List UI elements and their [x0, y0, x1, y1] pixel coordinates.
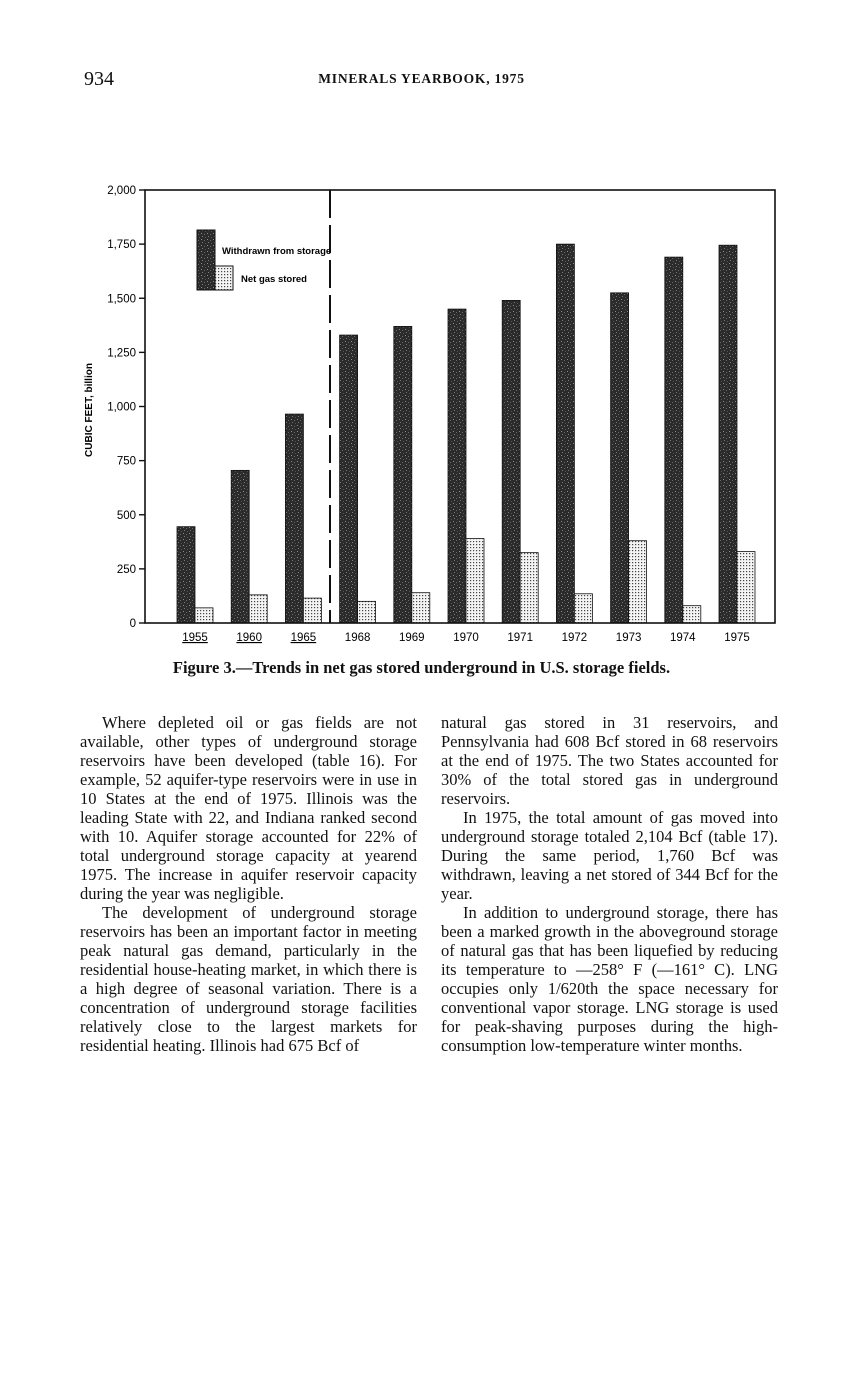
- x-tick-label-1971: 1971: [507, 632, 533, 644]
- page-number: 934: [84, 68, 114, 90]
- y-tick-label: 1,000: [107, 401, 136, 414]
- x-tick-label-1960: 1960: [236, 632, 262, 644]
- figure-caption: Figure 3.—Trends in net gas stored underground in U.S. storage fields.: [172, 658, 671, 677]
- right-column: [441, 713, 778, 1055]
- bar-withdrawn-1975: [719, 245, 737, 623]
- bar-stored-1965: [303, 598, 321, 623]
- bar-withdrawn-1972: [556, 244, 574, 623]
- right-paragraph-1: In 1975, the total amount of gas moved into underground storage totaled 2,104 Bcf (table 17). During the same period, 1,760 Bcf was withdrawn, leaving a net stored of 344 Bcf for the year.: [441, 808, 778, 903]
- bar-stored-1974: [683, 606, 701, 623]
- y-tick-label: 1,750: [107, 239, 136, 252]
- bar-withdrawn-1974: [665, 257, 683, 623]
- x-tick-label-1972: 1972: [561, 632, 588, 644]
- x-tick-label-1973: 1973: [615, 632, 642, 644]
- legend-label-stored: Net gas stored: [241, 274, 307, 285]
- bar-withdrawn-1955: [177, 527, 195, 623]
- bar-stored-1970: [466, 539, 484, 623]
- x-tick-label-1965: 1965: [290, 632, 317, 644]
- x-tick-label-1974: 1974: [670, 632, 696, 644]
- bar-withdrawn-1968: [340, 335, 358, 623]
- y-axis-label: CUBIC FEET, billion: [84, 363, 95, 457]
- x-tick-label-1955: 1955: [182, 632, 208, 644]
- bar-withdrawn-1973: [611, 293, 629, 623]
- y-tick-label: 1,250: [107, 347, 136, 360]
- x-tick-label-1970: 1970: [453, 632, 479, 644]
- bar-withdrawn-1970: [448, 309, 466, 623]
- bar-stored-1960: [249, 595, 267, 623]
- bar-stored-1975: [737, 552, 755, 623]
- left-paragraph-1: Where depleted oil or gas fields are not available, other types of underground storage reservoirs have been developed (table 16). For example, 52 aquifer-type reservoirs were in use in 10 States at the end of 1975. Illinois was the leading State with 22, and Indiana ranked second with 10. Aquifer storage accounted for 22% of total underground storage capacity at yearend 1975. The increase in aquifer reservoir capacity during the year was negligible.: [80, 713, 417, 903]
- bar-stored-1968: [358, 601, 376, 623]
- left-column: [80, 713, 417, 1055]
- x-tick-label-1969: 1969: [399, 632, 425, 644]
- legend-swatch-withdrawn: [197, 230, 215, 290]
- right-paragraph-continuation: natural gas stored in 31 reservoirs, and Pennsylvania had 608 Bcf stored in 68 reservoirs at the end of 1975. The two States accounted for 30% of the total stored gas in underground reservoirs.: [441, 713, 778, 808]
- bar-stored-1972: [574, 594, 592, 623]
- y-tick-label: 750: [116, 455, 136, 468]
- running-title: MINERALS YEARBOOK, 1975: [318, 71, 525, 86]
- bar-stored-1973: [629, 541, 647, 623]
- left-paragraph-2: The development of underground storage reservoirs has been an important factor in meeting peak natural gas demand, particularly in the residential house-heating market, in which there is a high degree of seasonal variation. There is a concentration of underground storage facilities relatively close to the largest markets for residential heating. Illinois had 675 Bcf of: [80, 903, 417, 1055]
- legend-label-withdrawn: Withdrawn from storage: [222, 246, 332, 257]
- y-tick-label: 500: [116, 509, 136, 522]
- x-tick-label-1975: 1975: [724, 632, 750, 644]
- bar-withdrawn-1969: [394, 326, 412, 623]
- bar-withdrawn-1960: [231, 470, 249, 623]
- bar-stored-1955: [195, 608, 213, 623]
- bar-withdrawn-1971: [502, 300, 520, 623]
- storage-bar-chart: [80, 178, 780, 648]
- y-tick-label: 250: [116, 563, 136, 576]
- bar-stored-1971: [520, 553, 538, 623]
- bar-stored-1969: [412, 593, 430, 623]
- y-tick-label: 1,500: [107, 293, 136, 306]
- legend: [197, 230, 331, 290]
- y-tick-label: 2,000: [107, 185, 136, 197]
- right-paragraph-2: In addition to underground storage, there has been a marked growth in the aboveground storage of natural gas that has been liquefied by reducing its temperature to —258° F (—161° C). LNG occupies only 1/620th the space necessary for conventional vapor storage. LNG storage is used for peak-shaving purposes during the high-consumption low-temperature winter months.: [441, 903, 778, 1055]
- y-tick-label: 0: [129, 618, 136, 630]
- x-tick-label-1968: 1968: [344, 632, 371, 644]
- bar-withdrawn-1965: [285, 414, 303, 623]
- legend-swatch-stored: [215, 266, 233, 290]
